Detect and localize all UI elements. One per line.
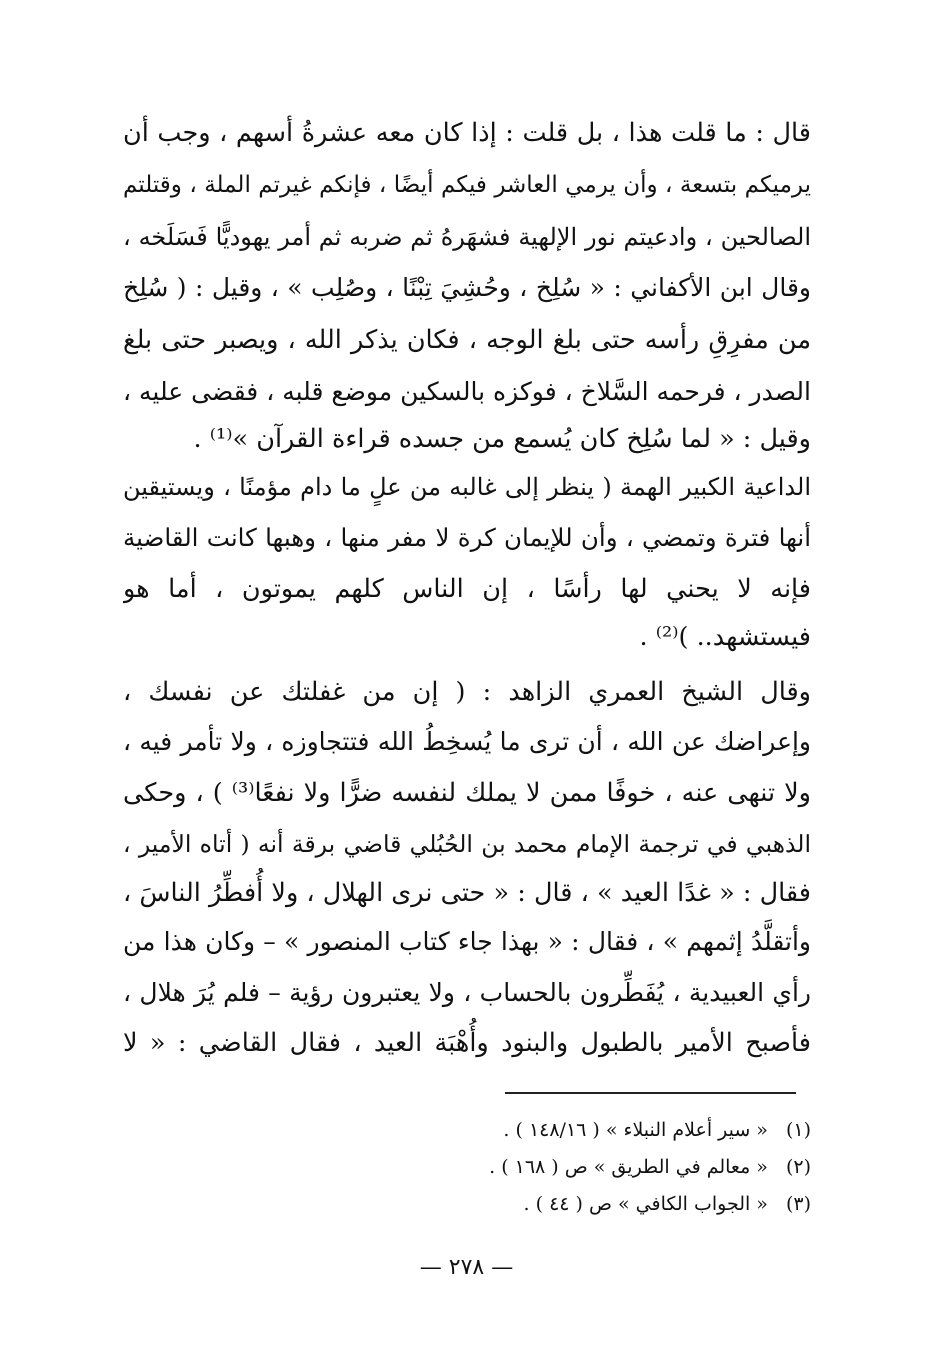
text-line-2: يرميكم بتسعة ، وأن يرمي العاشر فيكم أيضًا ، فإنكم غيرتم الملة ، وقتلتم xyxy=(123,172,811,198)
text-line-8: الداعية الكبير الهمة ( ينظر إلى غالبه من علٍ ما دام مؤمنًا ، ويستيقين xyxy=(123,473,811,501)
text-line-6: الصدر ، فرحمه السَّلاخ ، فوكزه بالسكين موضع قلبه ، فقضى عليه ، xyxy=(123,377,811,406)
text-line-11: فيستشهد.. )⁽²⁾ . xyxy=(639,622,811,652)
footnote-1-text: « سير أعلام النبلاء » ( ١٤٨/١٦ ) . xyxy=(503,1119,768,1141)
footnote-2 xyxy=(211,1150,811,1184)
footnote-3-text: « الجواب الكافي » ص ( ٤٤ ) . xyxy=(523,1193,768,1215)
text-line-14: ولا تنهى عنه ، خوفًا ممن لا يملك لنفسه ضرًّا ولا نفعًا⁽³⁾ ) ، وحكى xyxy=(123,778,811,808)
text-line-5: من مفرِقِ رأسه حتى بلغ الوجه ، فكان يذكر الله ، ويصبر حتى بلغ xyxy=(123,325,811,355)
text-line-15: الذهبي في ترجمة الإمام محمد بن الحُبُلي قاضي برقة أنه ( أتاه الأمير ، xyxy=(123,830,811,858)
footnote-2-text: « معالم في الطريق » ص ( ١٦٨ ) . xyxy=(489,1156,768,1178)
text-line-9: أنها فترة وتمضي ، وأن للإيمان كرة لا مفر منها ، وهبها كانت القاضية xyxy=(123,523,811,552)
text-line-19: فأصبح الأمير بالطبول والبنود وأُهْبَة العيد ، فقال القاضي : « لا xyxy=(123,1028,811,1058)
footnote-1 xyxy=(211,1113,811,1147)
text-line-3: الصالحين ، وادعيتم نور الإلهية فشهَرهُ ثم ضربه ثم أمر يهوديًّا فَسَلَخه ، xyxy=(123,223,811,251)
text-line-16: فقال : « غدًا العيد » ، قال : « حتى نرى الهلال ، ولا أُفطِّرُ الناسَ ، xyxy=(123,878,811,908)
text-line-1: قال : ما قلت هذا ، بل قلت : إذا كان معه عشرةُ أسهم ، وجب أن xyxy=(123,118,811,148)
page-number: — ٢٧٨ — xyxy=(419,1255,514,1280)
footnote-divider xyxy=(505,1092,796,1094)
text-line-17: وأتقلَّدُ إثمهم » ، فقال : « بهذا جاء كتاب المنصور » – وكان هذا من xyxy=(123,927,811,956)
footnote-3 xyxy=(211,1187,811,1221)
text-line-13: وإعراضك عن الله ، أن ترى ما يُسخِطُ الله فتتجاوزه ، ولا تأمر فيه ، xyxy=(123,727,811,756)
text-line-10: فإنه لا يحني لها رأسًا ، إن الناس كلهم يموتون ، أما هو xyxy=(123,574,811,604)
text-line-18: رأي العبيدية ، يُفَطِّرون بالحساب ، ولا يعتبرون رؤية – فلم يُرَ هلال ، xyxy=(123,978,811,1007)
footnote-2-number: (٢) xyxy=(785,1156,811,1178)
footnote-1-number: (١) xyxy=(785,1119,811,1141)
footnote-3-number: (٣) xyxy=(785,1193,811,1215)
text-line-12: وقال الشيخ العمري الزاهد : ( إن من غفلتك عن نفسك ، xyxy=(123,677,811,707)
text-line-7: وقيل : « لما سُلِخ كان يُسمع من جسده قراءة القرآن »⁽¹⁾ . xyxy=(193,424,811,454)
text-line-4: وقال ابن الأكفاني : « سُلِخ ، وحُشِيَ تِبْنًا ، وصُلِب » ، وقيل : ( سُلِخ xyxy=(123,273,811,302)
